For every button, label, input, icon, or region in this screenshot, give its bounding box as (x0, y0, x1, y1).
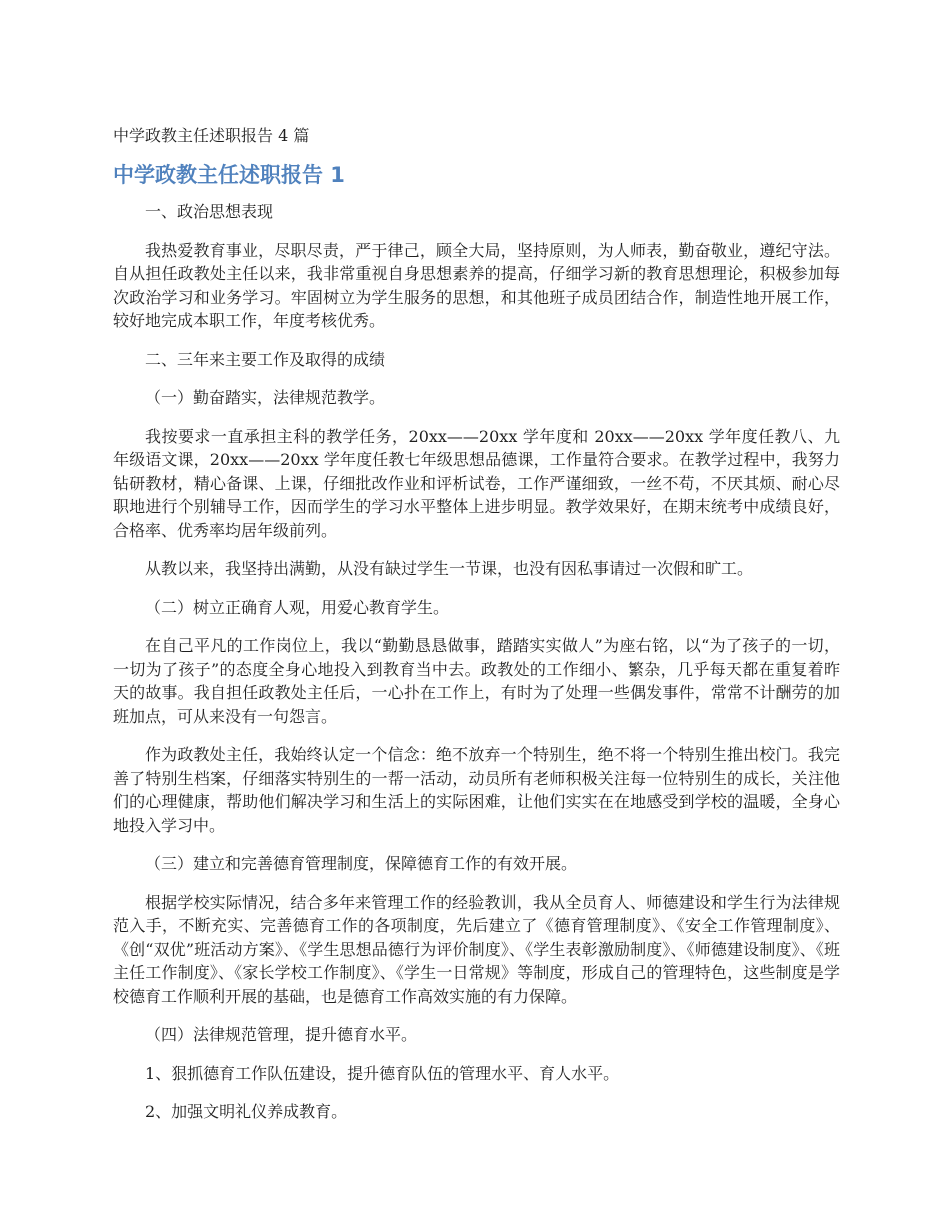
paragraph-attendance-body: 从教以来，我坚持出满勤，从没有缺过学生一节课，也没有因私事请过一次假和旷工。 (145, 559, 754, 578)
paragraph-political-heading: 一、政治思想表现 (145, 202, 274, 221)
paragraph-subheading-4: （四）法律规范管理，提升德育水平。 (145, 1025, 418, 1044)
list-item-1: 1、狠抓德育工作队伍建设，提升德育队伍的管理水平、育人水平。 (145, 1063, 620, 1083)
paragraph-political-body: 我热爱教育事业，尽职尽责，严于律己，顾全大局，坚持原则，为人师表，勤奋敬业，遵纪守法。自从担任政教处主任以来，我非常重视自身思想素养的提高，仔细学习新的教育思想理论，积极参加每次政治学习和业务学习。牢固树立为学生服务的思想，和其他班子成员团结合作，制造性地开展工作，较好地完成本职工作，年度考核优秀。 (113, 240, 840, 330)
paragraph-teaching-body: 我按要求一直承担主科的教学任务，20xx——20xx 学年度和 20xx——20xx 学年度任教八、九年级语文课，20xx——20xx 学年度任教七年级思想品德课，工作量符合要求。在教学过程中，我努力钻研教材，精心备课、上课，仔细批改作业和评析试卷，工作严谨细致，一丝不苟，不厌其烦、耐心尽职地进行个别辅导工作，因而学生的学习水平整体上进步明显。教学效果好，在期末统考中成绩良好，合格率、优秀率均居年级前列。 (113, 426, 840, 540)
list-item-2: 2、加强文明礼仪养成教育。 (145, 1102, 348, 1121)
paragraph-subheading-2: （二）树立正确育人观，用爱心教育学生。 (145, 597, 450, 617)
section-heading: 中学政教主任述职报告 1 (113, 163, 345, 187)
paragraph-special-students-body: 作为政教处主任，我始终认定一个信念：绝不放弃一个特别生，绝不将一个特别生推出校门。我完善了特别生档案，仔细落实特别生的一帮一活动，动员所有老师积极关注每一位特别生的成长，关注他们的心理健康，帮助他们解决学习和生活上的实际困难，让他们实实在在地感受到学校的温暖，全身心地投入学习中。 (113, 745, 840, 835)
paragraph-subheading-3: （三）建立和完善德育管理制度，保障德育工作的有效开展。 (145, 854, 578, 873)
paragraph-motto-body: 在自己平凡的工作岗位上，我以“勤勤恳恳做事，踏踏实实做人”为座右铭，以“为了孩子的一切，一切为了孩子”的态度全身心地投入到教育当中去。政教处的工作细小、繁杂，几乎每天都在重复着昨天的故事。我自担任政教处主任后，一心扑在工作上，有时为了处理一些偶发事件，常常不计酬劳的加班加点，可从来没有一句怨言。 (113, 636, 840, 726)
paragraph-systems-body: 根据学校实际情况，结合多年来管理工作的经验教训，我从全员育人、师德建设和学生行为法律规范入手，不断充实、完善德育工作的各项制度，先后建立了《德育管理制度》、《安全工作管理制度》、《创“双优”班活动方案》、《学生思想品德行为评价制度》、《学生表彰激励制度》、《师德建设制度》、《班主任工作制度》、《家长学校工作制度》、《学生一日常规》等制度，形成自己的管理特色，这些制度是学校德育工作顺利开展的基础，也是德育工作高效实施的有力保障。 (113, 892, 840, 1006)
paragraph-subheading-1: （一）勤奋踏实，法律规范教学。 (145, 388, 386, 407)
document-title: 中学政教主任述职报告 4 篇 (113, 126, 310, 145)
paragraph-achievements-heading: 二、三年来主要工作及取得的成绩 (145, 349, 386, 369)
